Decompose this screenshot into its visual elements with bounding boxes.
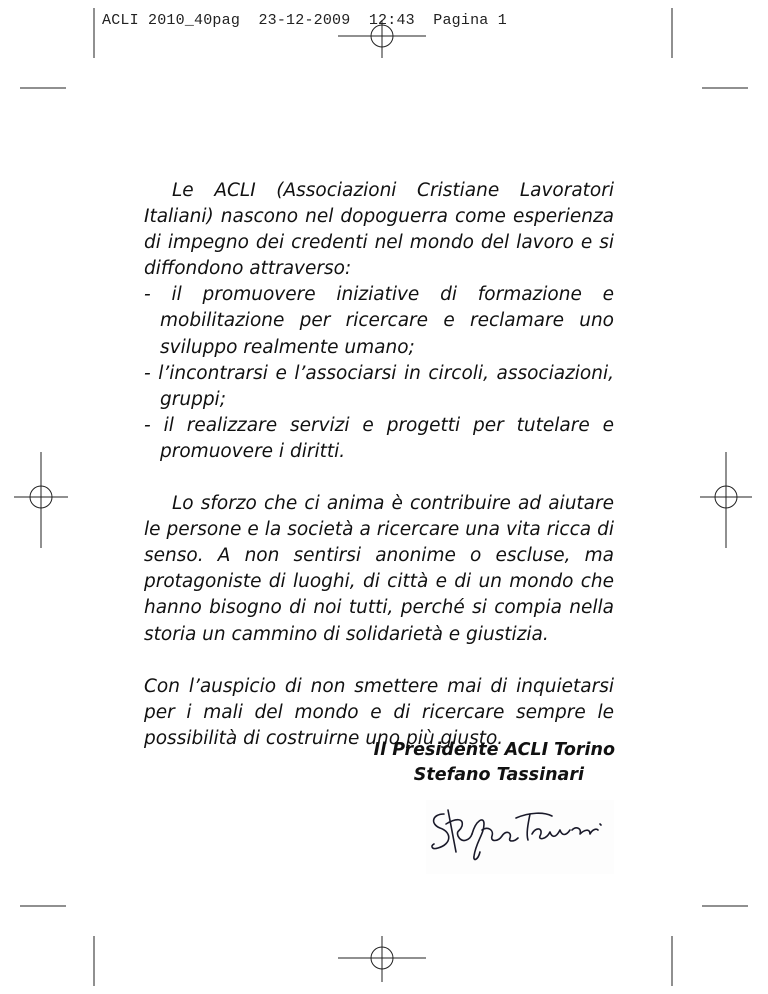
registration-mark-top <box>338 20 426 58</box>
registration-mark-left <box>14 452 68 548</box>
signoff-role: Il Presidente ACLI Torino <box>373 740 615 760</box>
handwritten-signature <box>426 800 614 874</box>
slug-date: 23-12-2009 <box>258 12 351 29</box>
list-item: - l’incontrarsi e l’associarsi in circoli, associazioni, gruppi; <box>144 362 614 410</box>
closing-paragraph: Con l’auspicio di non smettere mai di inquietarsi per i mali del mondo e di ricercare sempre le possibilità di costruirne uno più giusto. <box>144 675 614 749</box>
slug-file: ACLI 2010_40pag <box>102 12 241 29</box>
activities-list <box>144 282 614 465</box>
slug-time: 12:43 <box>368 12 415 29</box>
letter-body <box>144 178 614 752</box>
registration-mark-right <box>700 452 752 548</box>
slug-page: Pagina 1 <box>433 12 507 29</box>
list-item: - il realizzare servizi e progetti per tutelare e promuovere i diritti. <box>144 414 614 462</box>
mission-paragraph: Lo sforzo che ci anima è contribuire ad aiutare le persone e la società a ricercare una vita ricca di senso. A non sentirsi anonime o escluse, ma protagoniste di luoghi, di città e di un mondo che hanno bisogno di noi tutti, perché si compia nella storia un cammino di solidarietà e giustizia. <box>144 493 614 645</box>
intro-paragraph: Le ACLI (Associazioni Cristiane Lavoratori Italiani) nascono nel dopoguerra come esperienza di impegno dei credenti nel mondo del lavoro e si diffondono attraverso: <box>144 180 614 280</box>
registration-mark-bottom <box>338 936 426 982</box>
list-item: - il promuovere iniziative di formazione e mobilitazione per ricercare e reclamare uno sviluppo realmente umano; <box>144 284 614 358</box>
signoff-name: Stefano Tassinari <box>413 765 584 785</box>
